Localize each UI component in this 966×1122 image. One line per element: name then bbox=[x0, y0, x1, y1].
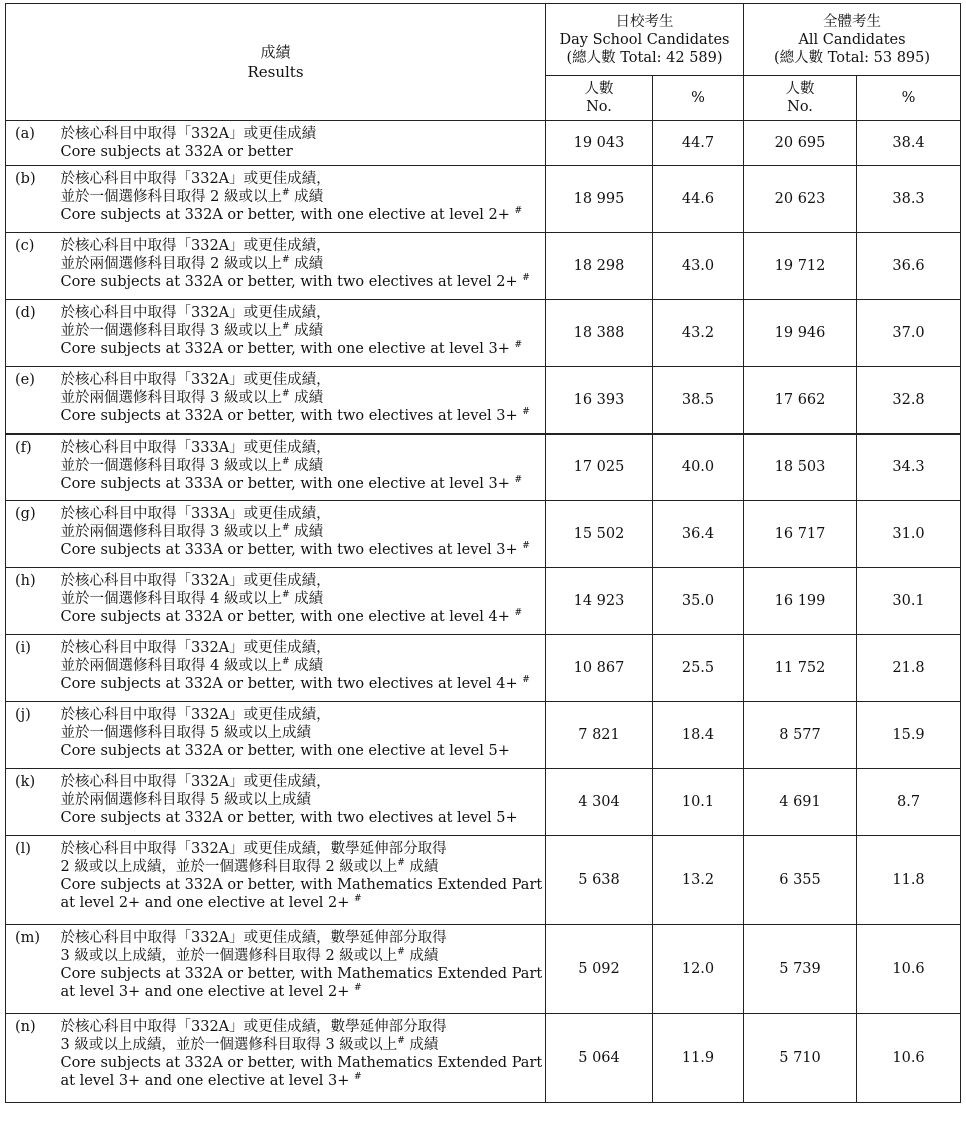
description-line: Core subjects at 332A or better, with two electives at level 4+ # bbox=[60, 675, 530, 692]
row-label: (b) bbox=[6, 166, 55, 233]
day-school-percent: 11.9 bbox=[653, 1014, 744, 1103]
day-school-percent: 35.0 bbox=[653, 568, 744, 635]
row-label: (f) bbox=[6, 434, 55, 501]
all-candidates-percent: 30.1 bbox=[857, 568, 961, 635]
all-candidates-count: 5 710 bbox=[744, 1014, 857, 1103]
description-line: Core subjects at 332A or better, with Mathematics Extended Part bbox=[60, 966, 543, 982]
row-label: (c) bbox=[6, 233, 55, 300]
table-row bbox=[6, 501, 961, 568]
all-no-header bbox=[744, 76, 857, 121]
all-candidates-count: 11 752 bbox=[744, 635, 857, 702]
description-line: Core subjects at 333A or better, with one elective at level 3+ # bbox=[60, 474, 523, 492]
description-line: 於核心科目中取得「333A」或更佳成績， bbox=[60, 506, 331, 522]
row-description bbox=[55, 1014, 546, 1103]
all-candidates-header-en: All Candidates bbox=[798, 31, 906, 48]
no-header-zh: 人數 bbox=[785, 81, 815, 97]
description-line: Core subjects at 332A or better, with Mathematics Extended Part bbox=[60, 877, 543, 893]
row-label: (i) bbox=[6, 635, 55, 702]
results-body bbox=[6, 121, 961, 1103]
row-description bbox=[55, 925, 546, 1014]
all-candidates-percent: 34.3 bbox=[857, 434, 961, 501]
day-school-no-header bbox=[546, 76, 653, 121]
all-candidates-count: 5 739 bbox=[744, 925, 857, 1014]
description-line: Core subjects at 332A or better bbox=[60, 144, 293, 160]
row-label: (l) bbox=[6, 836, 55, 925]
day-school-percent: 40.0 bbox=[653, 434, 744, 501]
day-school-count: 4 304 bbox=[546, 769, 653, 836]
row-description bbox=[55, 233, 546, 300]
all-candidates-header bbox=[744, 4, 961, 76]
description-line: 於核心科目中取得「332A」或更佳成績，數學延伸部分取得 bbox=[60, 841, 447, 857]
all-candidates-percent: 21.8 bbox=[857, 635, 961, 702]
results-header-zh: 成績 bbox=[260, 43, 291, 61]
row-label: (k) bbox=[6, 769, 55, 836]
description-line: 於核心科目中取得「332A」或更佳成績， bbox=[60, 372, 331, 388]
all-candidates-count: 20 623 bbox=[744, 166, 857, 233]
day-school-percent: 44.7 bbox=[653, 121, 744, 166]
all-candidates-count: 19 946 bbox=[744, 300, 857, 367]
table-row bbox=[6, 1014, 961, 1103]
row-label: (e) bbox=[6, 367, 55, 434]
description-line: 並於一個選修科目取得 3 級或以上# 成績 bbox=[60, 322, 324, 339]
description-line: 於核心科目中取得「333A」或更佳成績， bbox=[60, 439, 331, 456]
description-line: 於核心科目中取得「332A」或更佳成績， bbox=[60, 707, 331, 723]
day-school-percent: 12.0 bbox=[653, 925, 744, 1014]
day-school-count: 15 502 bbox=[546, 501, 653, 568]
row-label: (n) bbox=[6, 1014, 55, 1103]
all-candidates-count: 16 199 bbox=[744, 568, 857, 635]
all-candidates-total: (總人數 Total: 53 895) bbox=[774, 49, 931, 66]
description-line: 並於兩個選修科目取得 4 級或以上# 成績 bbox=[60, 657, 324, 674]
description-line: Core subjects at 332A or better, with Mathematics Extended Part bbox=[60, 1055, 543, 1071]
all-candidates-percent: 38.3 bbox=[857, 166, 961, 233]
description-line: Core subjects at 332A or better, with one elective at level 5+ bbox=[60, 743, 510, 759]
day-school-count: 7 821 bbox=[546, 702, 653, 769]
results-header bbox=[6, 4, 546, 121]
all-candidates-percent: 37.0 bbox=[857, 300, 961, 367]
all-candidates-percent: 8.7 bbox=[857, 769, 961, 836]
description-line: at level 2+ and one elective at level 2+ # bbox=[60, 894, 362, 911]
description-line: 3 級或以上成績，並於一個選修科目取得 3 級或以上# 成績 bbox=[60, 1036, 439, 1053]
row-description bbox=[55, 434, 546, 501]
description-line: 並於兩個選修科目取得 2 級或以上# 成績 bbox=[60, 255, 324, 272]
description-line: 於核心科目中取得「332A」或更佳成績， bbox=[60, 640, 331, 656]
description-line: Core subjects at 332A or better, with two electives at level 2+ # bbox=[60, 273, 530, 290]
all-candidates-percent: 15.9 bbox=[857, 702, 961, 769]
no-header-en: No. bbox=[586, 99, 612, 115]
all-candidates-percent: 38.4 bbox=[857, 121, 961, 166]
all-candidates-count: 20 695 bbox=[744, 121, 857, 166]
row-description bbox=[55, 836, 546, 925]
table-row bbox=[6, 635, 961, 702]
description-line: 並於一個選修科目取得 2 級或以上# 成績 bbox=[60, 188, 324, 205]
table-row bbox=[6, 702, 961, 769]
description-line: 2 級或以上成績，並於一個選修科目取得 2 級或以上# 成績 bbox=[60, 858, 439, 875]
day-school-count: 16 393 bbox=[546, 367, 653, 434]
row-description bbox=[55, 300, 546, 367]
table-row bbox=[6, 434, 961, 501]
day-school-count: 17 025 bbox=[546, 434, 653, 501]
description-line: at level 3+ and one elective at level 2+ # bbox=[60, 983, 362, 1000]
day-school-percent: 43.2 bbox=[653, 300, 744, 367]
description-line: Core subjects at 332A or better, with one elective at level 2+ # bbox=[60, 206, 523, 223]
day-school-percent: 36.4 bbox=[653, 501, 744, 568]
day-school-total: (總人數 Total: 42 589) bbox=[566, 49, 723, 66]
all-candidates-count: 17 662 bbox=[744, 367, 857, 434]
day-school-header-zh: 日校考生 bbox=[615, 13, 674, 30]
day-school-count: 18 298 bbox=[546, 233, 653, 300]
description-line: 於核心科目中取得「332A」或更佳成績， bbox=[60, 573, 331, 589]
results-table bbox=[5, 3, 961, 1103]
all-candidates-header-zh: 全體考生 bbox=[823, 13, 882, 30]
no-header-zh: 人數 bbox=[584, 81, 614, 97]
row-description bbox=[55, 367, 546, 434]
table-row bbox=[6, 769, 961, 836]
description-line: 於核心科目中取得「332A」或更佳成績， bbox=[60, 305, 331, 321]
all-candidates-count: 16 717 bbox=[744, 501, 857, 568]
description-line: 於核心科目中取得「332A」或更佳成績，數學延伸部分取得 bbox=[60, 1019, 447, 1035]
description-line: at level 3+ and one elective at level 3+ # bbox=[60, 1072, 362, 1089]
description-line: 於核心科目中取得「332A」或更佳成績， bbox=[60, 774, 331, 790]
row-description bbox=[55, 635, 546, 702]
table-row bbox=[6, 121, 961, 166]
description-line: 並於兩個選修科目取得 3 級或以上# 成績 bbox=[60, 389, 324, 406]
row-label: (a) bbox=[6, 121, 55, 166]
day-school-count: 19 043 bbox=[546, 121, 653, 166]
description-line: 並於兩個選修科目取得 5 級或以上成績 bbox=[60, 792, 311, 808]
all-candidates-count: 4 691 bbox=[744, 769, 857, 836]
day-school-percent: 10.1 bbox=[653, 769, 744, 836]
row-label: (m) bbox=[6, 925, 55, 1014]
day-school-percent: 43.0 bbox=[653, 233, 744, 300]
table-row bbox=[6, 568, 961, 635]
row-description bbox=[55, 702, 546, 769]
row-description bbox=[55, 121, 546, 166]
all-candidates-percent: 11.8 bbox=[857, 836, 961, 925]
row-label: (j) bbox=[6, 702, 55, 769]
description-line: 於核心科目中取得「332A」或更佳成績， bbox=[60, 238, 331, 254]
day-school-percent: 25.5 bbox=[653, 635, 744, 702]
results-header-en: Results bbox=[247, 63, 304, 81]
day-school-count: 14 923 bbox=[546, 568, 653, 635]
day-school-count: 10 867 bbox=[546, 635, 653, 702]
day-school-header-en: Day School Candidates bbox=[559, 31, 730, 48]
table-row bbox=[6, 925, 961, 1014]
description-line: 並於一個選修科目取得 3 級或以上# 成績 bbox=[60, 456, 324, 474]
description-line: 於核心科目中取得「332A」或更佳成績， bbox=[60, 171, 331, 187]
row-description bbox=[55, 501, 546, 568]
description-line: 3 級或以上成績，並於一個選修科目取得 2 級或以上# 成績 bbox=[60, 947, 439, 964]
all-candidates-count: 18 503 bbox=[744, 434, 857, 501]
all-candidates-percent: 31.0 bbox=[857, 501, 961, 568]
day-school-count: 18 388 bbox=[546, 300, 653, 367]
day-school-count: 5 092 bbox=[546, 925, 653, 1014]
all-pct-header: % bbox=[857, 76, 961, 121]
description-line: 於核心科目中取得「332A」或更佳成績，數學延伸部分取得 bbox=[60, 930, 447, 946]
description-line: Core subjects at 333A or better, with two electives at level 3+ # bbox=[60, 541, 530, 558]
day-school-percent: 38.5 bbox=[653, 367, 744, 434]
all-candidates-percent: 10.6 bbox=[857, 1014, 961, 1103]
table-row bbox=[6, 367, 961, 434]
all-candidates-percent: 10.6 bbox=[857, 925, 961, 1014]
day-school-pct-header: % bbox=[653, 76, 744, 121]
all-candidates-count: 6 355 bbox=[744, 836, 857, 925]
description-line: 並於一個選修科目取得 4 級或以上# 成績 bbox=[60, 590, 324, 607]
description-line: Core subjects at 332A or better, with one elective at level 4+ # bbox=[60, 608, 523, 625]
description-line: Core subjects at 332A or better, with two electives at level 3+ # bbox=[60, 407, 530, 424]
row-description bbox=[55, 166, 546, 233]
row-label: (d) bbox=[6, 300, 55, 367]
all-candidates-count: 19 712 bbox=[744, 233, 857, 300]
table-row bbox=[6, 836, 961, 925]
table-row bbox=[6, 300, 961, 367]
description-line: Core subjects at 332A or better, with one elective at level 3+ # bbox=[60, 340, 523, 357]
day-school-header bbox=[546, 4, 744, 76]
all-candidates-count: 8 577 bbox=[744, 702, 857, 769]
description-line: 於核心科目中取得「332A」或更佳成績 bbox=[60, 126, 317, 142]
all-candidates-percent: 32.8 bbox=[857, 367, 961, 434]
row-description bbox=[55, 568, 546, 635]
day-school-percent: 44.6 bbox=[653, 166, 744, 233]
table-row bbox=[6, 233, 961, 300]
day-school-percent: 13.2 bbox=[653, 836, 744, 925]
description-line: 並於一個選修科目取得 5 級或以上成績 bbox=[60, 725, 311, 741]
day-school-count: 18 995 bbox=[546, 166, 653, 233]
all-candidates-percent: 36.6 bbox=[857, 233, 961, 300]
row-label: (h) bbox=[6, 568, 55, 635]
day-school-percent: 18.4 bbox=[653, 702, 744, 769]
day-school-count: 5 638 bbox=[546, 836, 653, 925]
description-line: 並於兩個選修科目取得 3 級或以上# 成績 bbox=[60, 523, 324, 540]
row-label: (g) bbox=[6, 501, 55, 568]
no-header-en: No. bbox=[787, 99, 813, 115]
description-line: Core subjects at 332A or better, with two electives at level 5+ bbox=[60, 810, 518, 826]
day-school-count: 5 064 bbox=[546, 1014, 653, 1103]
row-description bbox=[55, 769, 546, 836]
table-row bbox=[6, 166, 961, 233]
